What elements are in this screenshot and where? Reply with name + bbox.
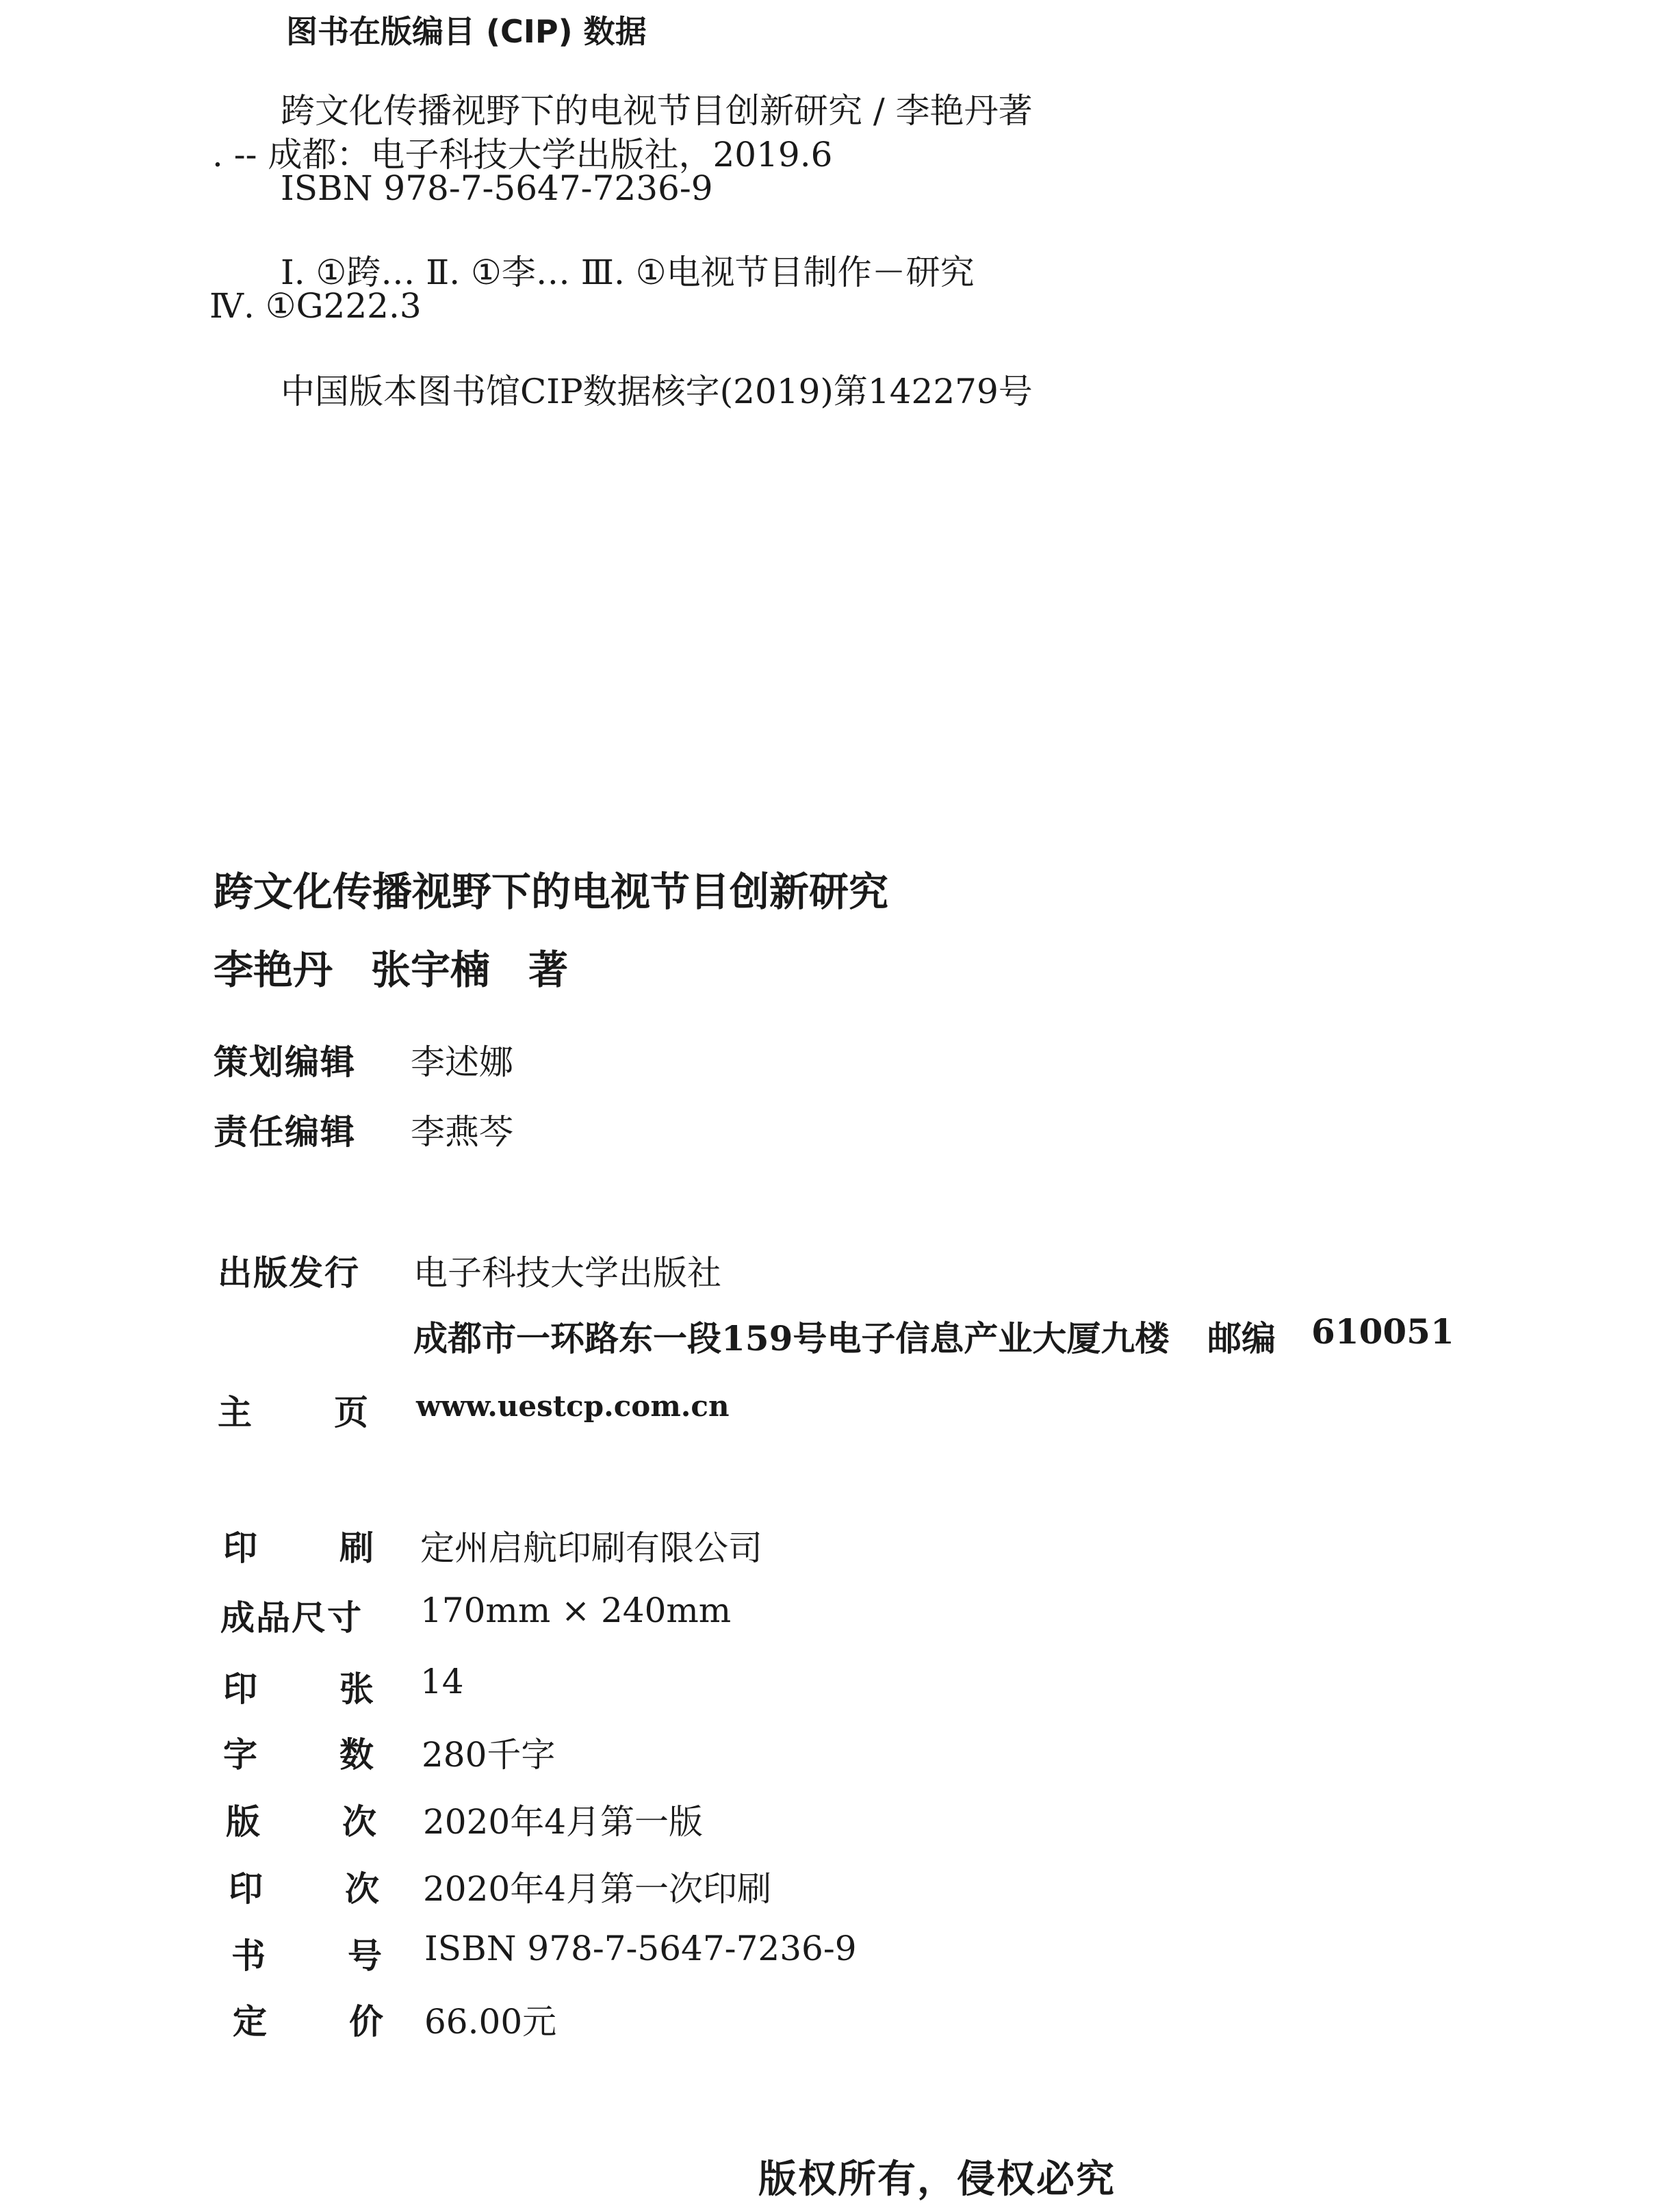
publisher-label: 出版发行: [218, 1253, 360, 1293]
spec-value: ISBN 978-7-5647-7236-9: [424, 1929, 857, 1968]
book-title: 跨文化传播视野下的电视节目创新研究: [214, 869, 889, 915]
spec-label: 印 刷: [223, 1528, 374, 1568]
spec-label: 版 次: [226, 1802, 376, 1842]
spec-label: 字 数: [223, 1735, 374, 1775]
spec-value: 170mm × 240mm: [420, 1591, 732, 1630]
cip-heading: 图书在版编目 (CIP) 数据: [286, 13, 647, 50]
planning-editor-value: 李述娜: [411, 1042, 513, 1082]
homepage-label: 主 页: [218, 1393, 368, 1432]
spec-value: 定州启航印刷有限公司: [420, 1528, 762, 1568]
spec-label: 印 次: [229, 1869, 379, 1909]
postcode-value: 610051: [1311, 1311, 1454, 1352]
responsible-editor-label: 责任编辑: [214, 1112, 356, 1152]
spec-value: 280千字: [422, 1735, 556, 1775]
spec-label: 书 号: [231, 1936, 382, 1976]
publisher-name: 电子科技大学出版社: [413, 1253, 721, 1293]
spec-label: 定 价: [233, 2002, 383, 2042]
spec-value: 2020年4月第一次印刷: [423, 1869, 772, 1909]
book-authors: [214, 938, 568, 995]
cip-classification-line: Ⅳ. ①G222.3: [209, 286, 422, 326]
homepage-url[interactable]: www.uestcp.com.cn: [416, 1389, 730, 1423]
cip-subject-line: Ⅰ. ①跨… Ⅱ. ①李… Ⅲ. ①电视节目制作－研究: [281, 253, 975, 292]
spec-value: 14: [420, 1662, 464, 1701]
cip-title-line: 跨文化传播视野下的电视节目创新研究 / 李艳丹著: [281, 91, 1033, 131]
copyright-notice: 版权所有，侵权必究: [758, 2157, 1116, 2202]
cip-isbn-line: ISBN 978-7-5647-7236-9: [281, 168, 713, 208]
author-2: 张宇楠: [371, 947, 491, 993]
spec-label: 印 张: [223, 1669, 374, 1709]
spec-label: 成品尺寸: [220, 1598, 363, 1638]
author-suffix: 著: [528, 947, 569, 993]
postcode-label: 邮编: [1207, 1318, 1276, 1359]
spec-value: 2020年4月第一版: [423, 1802, 704, 1842]
responsible-editor-value: 李燕芩: [411, 1112, 513, 1152]
cip-record-number: 中国版本图书馆CIP数据核字(2019)第142279号: [281, 372, 1033, 411]
publisher-address: 成都市一环路东一段159号电子信息产业大厦九楼: [413, 1318, 1170, 1359]
planning-editor-label: 策划编辑: [214, 1042, 356, 1082]
cip-publisher-line: . -- 成都：电子科技大学出版社，2019.6: [212, 135, 833, 175]
author-1: 李艳丹: [214, 947, 333, 993]
spec-value: 66.00元: [424, 2002, 557, 2042]
